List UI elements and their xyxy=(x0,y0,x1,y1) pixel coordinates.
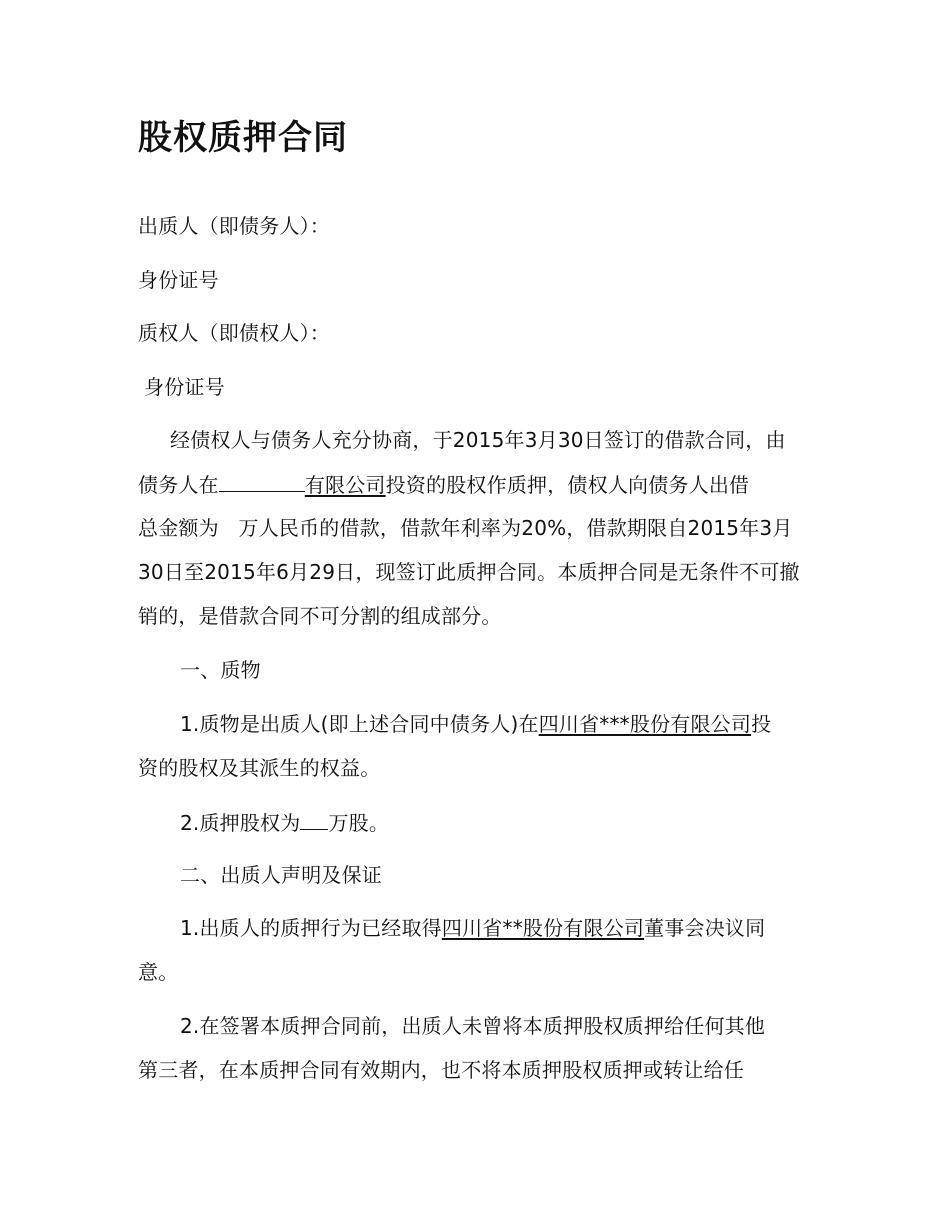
section-2-item-2-line-1: 2.在签署本质押合同前，出质人未曾将本质押股权质押给任何其他 xyxy=(180,1014,766,1038)
pledgee-id-label: 身份证号 xyxy=(144,375,225,399)
share-count-blank xyxy=(300,807,328,830)
section-1-item-2-end: 万股。 xyxy=(328,811,390,835)
section-1-item-2-start: 2.质押股权为 xyxy=(180,811,301,835)
intro-line-2 xyxy=(138,469,749,500)
pledgor-id-label: 身份证号 xyxy=(138,268,219,292)
section-2-item-1 xyxy=(180,913,765,943)
pledgee-label: 质权人（即债权人）： xyxy=(138,321,330,345)
section-1-item-1-line-2: 资的股权及其派生的权益。 xyxy=(138,756,381,780)
section-2-company-name: 四川省**股份有限公司 xyxy=(441,916,645,940)
section-2-item-2-line-2: 第三者，在本质押合同有效期内，也不将本质押股权质押或转让给任 xyxy=(138,1058,744,1082)
company-name-blank xyxy=(219,469,305,492)
pledgor-label: 出质人（即债务人）： xyxy=(138,214,330,238)
section-2-item-1-end: 董事会决议同 xyxy=(644,916,766,940)
section-1-heading: 一、质物 xyxy=(180,658,261,682)
intro-line-4: 30日至2015年6月29日，现签订此质押合同。本质押合同是无条件不可撤 xyxy=(138,560,800,584)
intro-line-1: 经债权人与债务人充分协商，于2015年3月30日签订的借款合同，由 xyxy=(170,428,786,452)
section-1-item-2 xyxy=(180,807,389,838)
document-title: 股权质押合同 xyxy=(138,118,348,158)
section-1-item-1-start: 1.质物是出质人(即上述合同中债务人)在 xyxy=(180,712,539,736)
intro-line-2-end: 投资的股权作质押，债权人向债务人出借 xyxy=(385,473,750,497)
section-2-item-1-line-2: 意。 xyxy=(138,960,179,984)
intro-line-3: 总金额为 万人民币的借款，借款年利率为20%，借款期限自2015年3月 xyxy=(138,516,793,540)
section-2-item-1-start: 1.出质人的质押行为已经取得 xyxy=(180,916,442,940)
section-2-heading: 二、出质人声明及保证 xyxy=(180,863,382,887)
section-1-company-name: 四川省***股份有限公司 xyxy=(538,712,752,736)
intro-line-2-start: 债务人在 xyxy=(138,473,219,497)
intro-company-name: 有限公司 xyxy=(304,473,386,497)
section-1-item-1 xyxy=(180,709,771,739)
section-1-item-1-end: 投 xyxy=(751,712,772,736)
intro-line-5: 销的，是借款合同不可分割的组成部分。 xyxy=(138,604,502,628)
